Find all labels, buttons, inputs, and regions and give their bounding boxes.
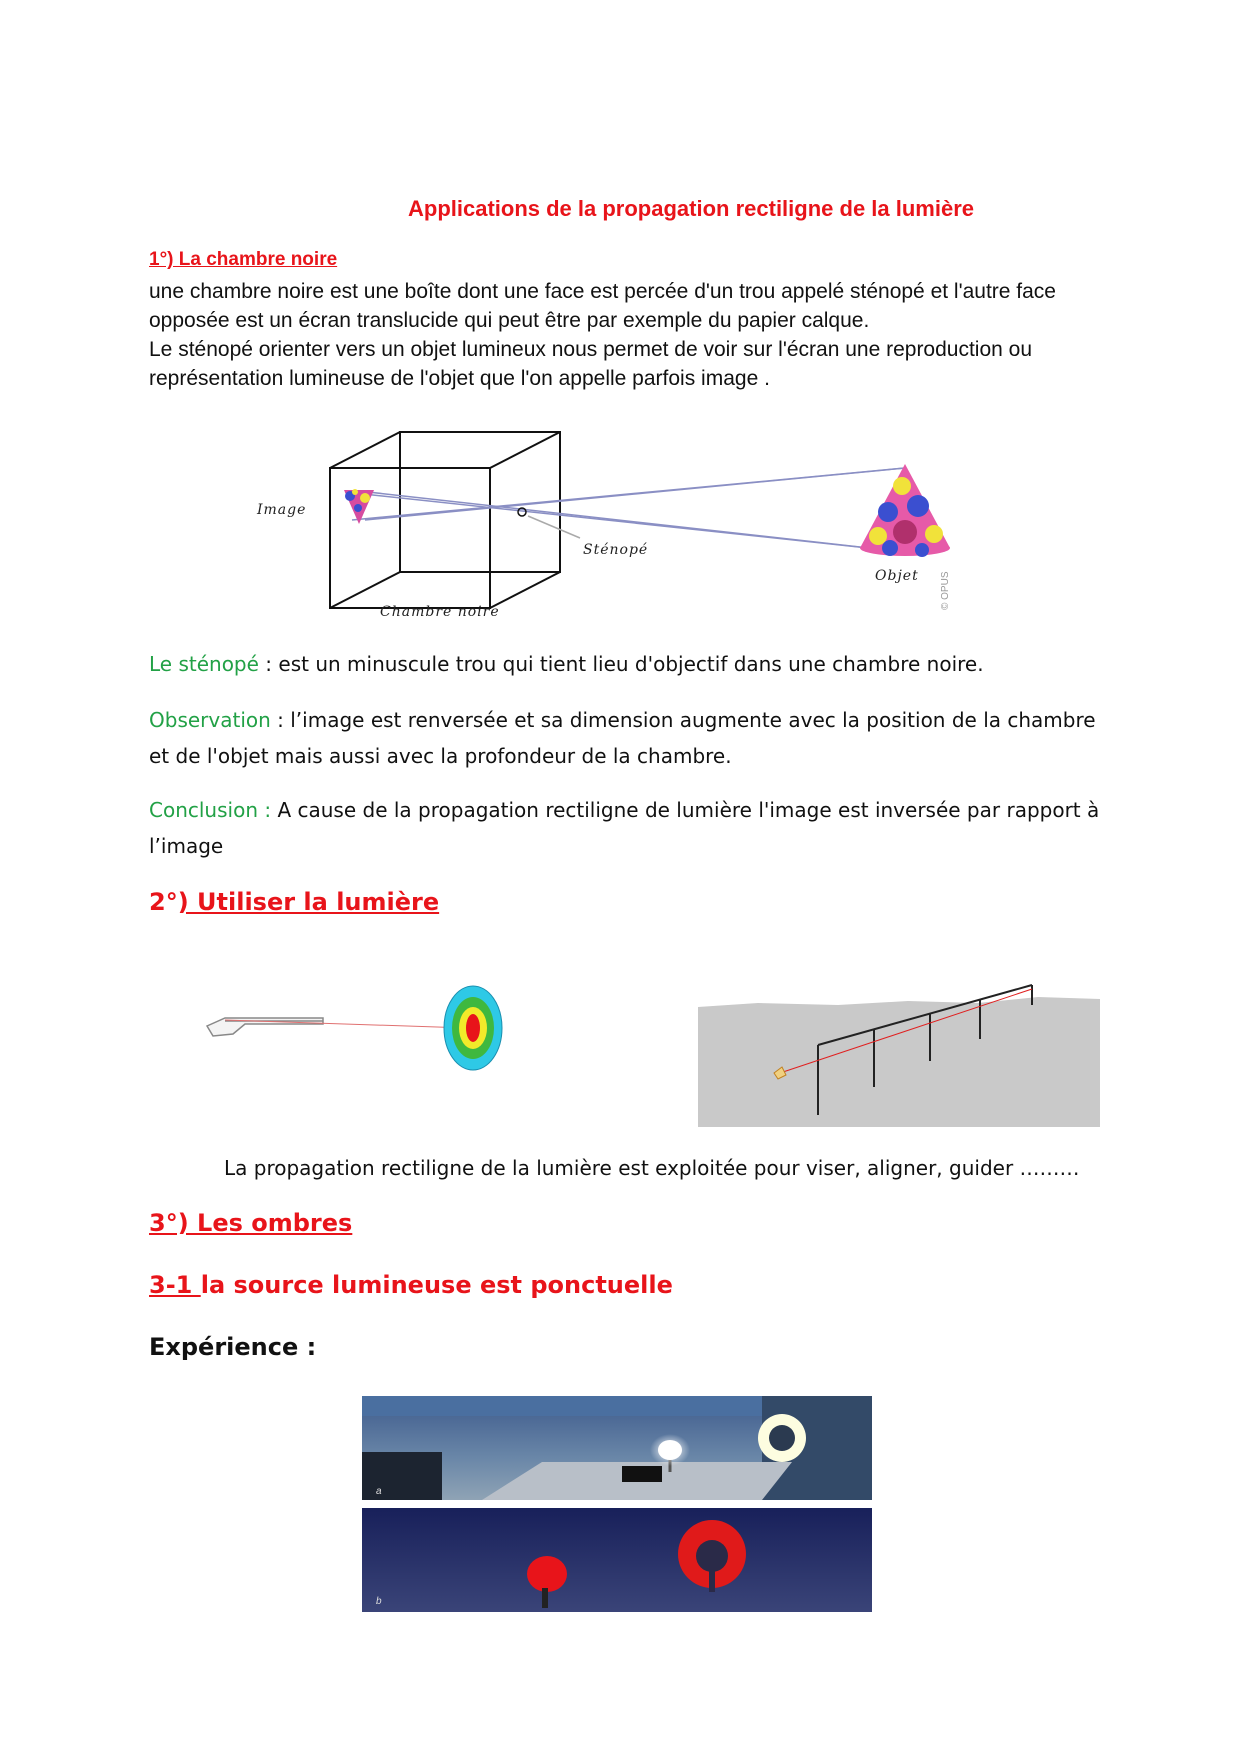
conclusion: [149, 792, 1109, 864]
observation: [149, 702, 1109, 774]
section-2-heading-text: ) Utiliser la lumière: [177, 888, 440, 916]
shadow-experiment-photos: [362, 1396, 872, 1612]
object-cone: [860, 464, 950, 557]
photo-a: [362, 1396, 872, 1500]
image-label: Image: [257, 502, 307, 518]
section-2-heading: [149, 888, 439, 916]
chamber-box: [330, 432, 560, 608]
section-3-1-number: 3-1: [149, 1271, 201, 1299]
conclusion-label: Conclusion :: [149, 798, 278, 822]
section-2-caption: La propagation rectiligne de la lumière est exploitée pour viser, aligner, guider ………: [224, 1156, 1080, 1180]
conclusion-text: A cause de la propagation rectiligne de lumière l'image est inversée par rapport à l’image: [149, 798, 1100, 858]
ground: [698, 997, 1100, 1127]
section-3-1-heading: [149, 1271, 673, 1299]
stenope-def-label: Le sténopé: [149, 652, 259, 676]
section-3-heading: [149, 1209, 352, 1237]
section-1-paragraph-1: une chambre noire est une boîte dont une face est percée d'un trou appelé sténopé et l'autre face opposée est un écran translucide qui peut être par exemple du papier calque.: [149, 280, 1056, 332]
stenope-def-text: : est un minuscule trou qui tient lieu d'objectif dans une chambre noire.: [258, 652, 984, 676]
light-rays: [345, 468, 905, 552]
camera-obscura-figure: [250, 420, 970, 630]
stenope-definition: [149, 646, 1109, 682]
object-label: Objet: [875, 568, 919, 584]
section-1-paragraph-2: Le sténopé orienter vers un objet lumineux nous permet de voir sur l'écran une reproduction ou représentation lumineuse de l'objet que l'on appelle parfois image .: [149, 338, 1033, 390]
photo-b-label: b: [376, 1596, 382, 1607]
alignment-figure: [698, 975, 1100, 1127]
target-icon: [444, 986, 502, 1070]
observation-label: Observation: [149, 708, 271, 732]
section-1-heading: 1°) La chambre noire: [149, 249, 338, 270]
stenope-pointer: [528, 516, 580, 538]
rifle-target-figure: [205, 978, 515, 1078]
photo-a-label: a: [376, 1486, 382, 1497]
rifle-icon: [207, 1018, 323, 1036]
section-2-heading-number: 2°: [149, 888, 178, 916]
stenope-label: Sténopé: [583, 542, 649, 558]
experience-label: Expérience :: [149, 1333, 317, 1361]
page-title: Applications de la propagation rectiligne de la lumière: [408, 196, 975, 221]
chamber-label: Chambre noire: [380, 604, 500, 620]
observation-text: : l’image est renversée et sa dimension augmente avec la position de la chambre et de l'objet mais aussi avec la profondeur de la chambre.: [149, 708, 1096, 768]
section-3-heading-text: 3°) Les ombres: [149, 1209, 353, 1237]
photo-b: [362, 1508, 872, 1612]
credit-label: © OPUS: [940, 571, 951, 610]
section-3-1-text: la source lumineuse est ponctuelle: [200, 1271, 673, 1299]
